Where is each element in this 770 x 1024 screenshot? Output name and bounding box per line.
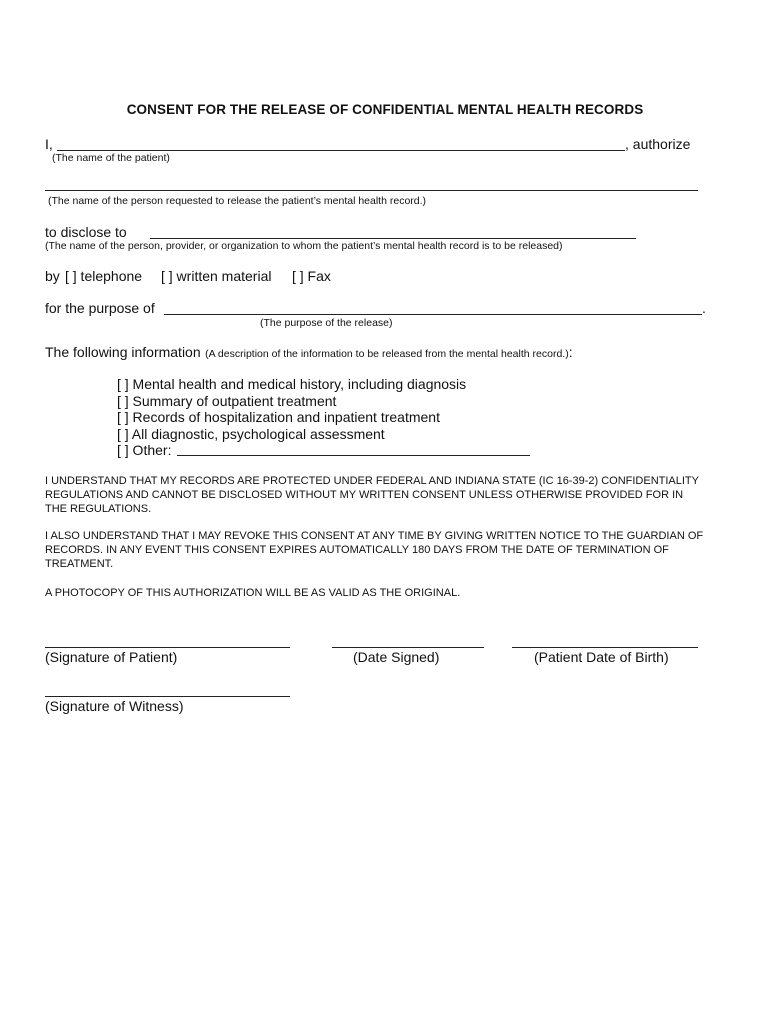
date-signed-line[interactable] [332, 647, 484, 648]
patient-prefix: I, [45, 136, 53, 152]
patient-signature-line[interactable] [45, 647, 290, 648]
information-colon: : [568, 344, 573, 360]
checklist-item-other[interactable]: [ ] Other: [117, 442, 172, 458]
purpose-caption: (The purpose of the release) [260, 317, 393, 329]
recipient-underline [150, 238, 636, 239]
revocation-statement: I ALSO UNDERSTAND THAT I MAY REVOKE THIS CONSENT AT ANY TIME BY GIVING WRITTEN NOTICE TO THE GUARDIAN OF RECORDS. IN ANY EVENT THIS CONSENT EXPIRES AUTOMATICALLY 180 DAYS FROM THE DATE OF TERMINATION OF TREATMENT. [45, 530, 704, 570]
checklist-item-hospitalization[interactable]: [ ] Records of hospitalization and inpatient treatment [117, 409, 440, 425]
patient-name-field[interactable] [57, 136, 625, 152]
method-written-checkbox[interactable]: [ ] written material [161, 268, 272, 284]
recipient-name-field[interactable] [150, 222, 636, 238]
information-description: (A description of the information to be released from the mental health record.) [205, 348, 569, 360]
releaser-underline [45, 190, 698, 191]
witness-signature-line[interactable] [45, 696, 290, 697]
method-telephone-checkbox[interactable]: [ ] telephone [65, 268, 143, 284]
method-prefix: by [45, 268, 60, 284]
checklist-item-assessment[interactable]: [ ] All diagnostic, psychological assessment [117, 425, 385, 442]
patient-signature-caption: (Signature of Patient) [45, 649, 178, 665]
photocopy-statement: A PHOTOCOPY OF THIS AUTHORIZATION WILL BE AS VALID AS THE ORIGINAL. [45, 587, 461, 599]
recipient-caption: (The name of the person, provider, or organization to whom the patient’s mental health record is to be released) [45, 240, 563, 252]
purpose-prefix: for the purpose of [45, 300, 155, 316]
purpose-field[interactable] [164, 300, 702, 316]
method-fax-checkbox[interactable]: [ ] Fax [292, 268, 331, 284]
dob-caption: (Patient Date of Birth) [534, 649, 669, 665]
releaser-caption: (The name of the person requested to release the patient’s mental health record.) [48, 195, 427, 207]
checklist-item-outpatient[interactable]: [ ] Summary of outpatient treatment [117, 392, 337, 409]
date-signed-caption: (Date Signed) [353, 649, 440, 665]
information-heading: The following information [45, 344, 201, 360]
checklist-item-history[interactable]: [ ] Mental health and medical history, including diagnosis [117, 376, 467, 392]
dob-line[interactable] [512, 647, 698, 648]
other-field[interactable] [177, 441, 530, 457]
purpose-period: . [702, 300, 706, 316]
form-title: CONSENT FOR THE RELEASE OF CONFIDENTIAL MENTAL HEALTH RECORDS [126, 102, 644, 117]
information-heading-row [45, 344, 573, 362]
disclose-to-label: to disclose to [45, 224, 127, 240]
witness-signature-caption: (Signature of Witness) [45, 698, 184, 714]
patient-name-caption: (The name of the patient) [52, 152, 170, 164]
releaser-name-field[interactable] [45, 174, 698, 190]
confidentiality-statement: I UNDERSTAND THAT MY RECORDS ARE PROTECTED UNDER FEDERAL AND INDIANA STATE (IC 16-39-2) CONFIDENTIALITY REGULATIONS AND CANNOT BE DISCLOSED WITHOUT MY WRITTEN CONSENT UNLESS OTHERWISE PROVIDED FOR IN THE REGULATIONS. [45, 475, 699, 515]
authorize-label: , authorize [625, 136, 691, 152]
